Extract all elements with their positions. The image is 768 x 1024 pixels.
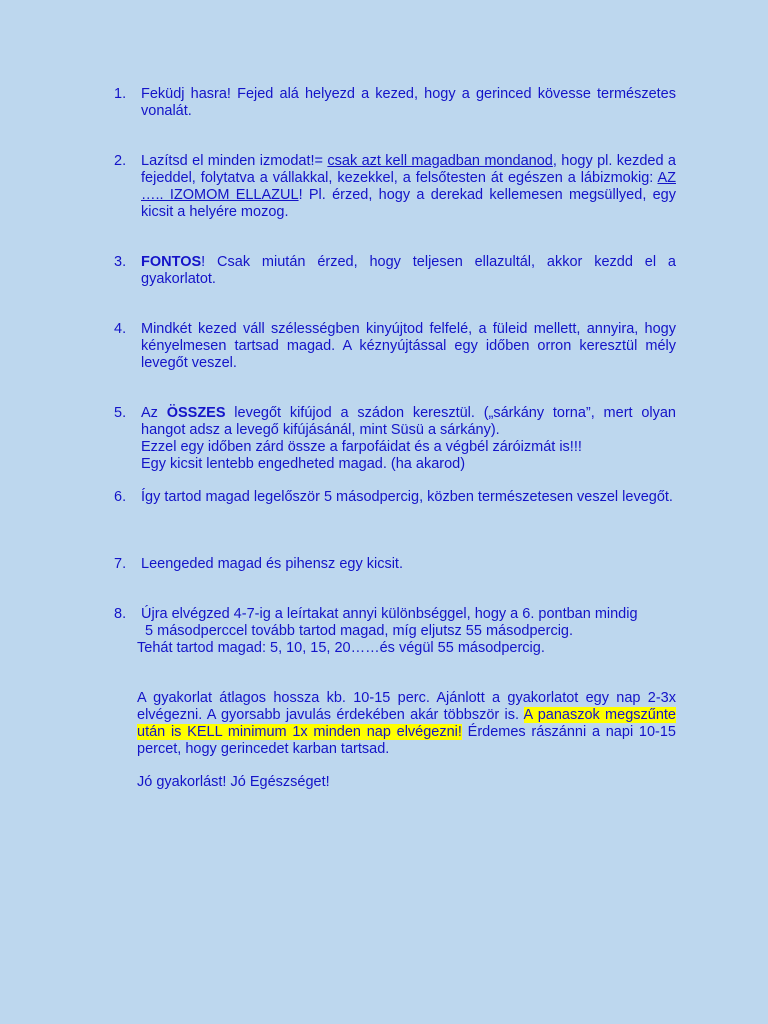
item-text-part: ! Pl. érzed, hogy a derekad kellemesen megsüllyed, egy kicsit a helyére mozog. [141,187,676,220]
item-text [141,254,676,288]
list-item-6 [114,489,676,506]
item-number: 6. [114,489,127,505]
list-item-8 [114,606,676,657]
item-text [141,153,676,221]
list-item-4 [114,321,676,372]
closing-line: Jó gyakorlást! Jó Egészséget! [137,774,330,790]
list-item-5 [114,405,676,473]
item-text-line: Egy kicsit lentebb engedheted magad. (ha akarod) [141,456,466,472]
item-text: Leengeded magad és pihensz egy kicsit. [141,556,403,572]
highlighted-text: A panaszok megszűnte után is KELL minimum 1x minden nap elvégezni! [137,707,676,740]
item-text: Így tartod magad legelőször 5 másodpercig, közben természetesen veszel levegőt. [141,489,673,505]
item-text: Mindkét kezed váll szélességben kinyújtod felfelé, a füleid mellett, annyira, hogy kényelmesen tartsad magad. A kéznyújtással egy időben orron keresztül mély levegőt veszel. [141,321,676,371]
list-item-2 [114,153,676,221]
list-item-3 [114,254,676,288]
summary-text: Érdemes rászánni a napi 10-15 percet, hogy gerincedet karban tartsad. [137,724,676,757]
item-number: 4. [114,321,127,337]
item-text-part: ! Csak miután érzed, hogy teljesen ellazultál, akkor kezdd el a gyakorlatot. [141,254,676,287]
item-number: 2. [114,153,127,169]
item-text-line: 5 másodperccel tovább tartod magad, míg eljutsz 55 másodpercig. [141,623,574,639]
item-text: Feküdj hasra! Fejed alá helyezd a kezed, hogy a gerinced kövesse természetes vonalát. [141,86,676,119]
item-text-line: Tehát tartod magad: 5, 10, 15, 20……és végül 55 másodpercig. [137,640,545,656]
item-number: 5. [114,405,127,421]
underlined-phrase: AZ ….. IZOMOM ELLAZUL [141,170,676,203]
underlined-phrase: csak azt kell magadban mondanod [327,153,553,169]
item-number: 7. [114,556,127,572]
bold-word: FONTOS [141,254,202,270]
summary-paragraph [137,690,676,758]
item-text-part: Lazítsd el minden izmodat!= [141,153,328,169]
item-number: 3. [114,254,127,270]
item-number: 1. [114,86,127,102]
item-text [137,606,676,657]
item-text-line: Ezzel egy időben zárd össze a farpofáidat és a végbél záróizmát is!!! [141,439,582,455]
summary-text: A gyakorlat átlagos hossza kb. 10-15 perc. Ajánlott a gyakorlatot egy nap 2-3x elvégezni. A gyorsabb javulás érdekében akár többször is. [137,690,676,723]
item-text-part: Az [141,405,167,421]
bold-word: ÖSSZES [166,405,226,421]
list-item-7 [114,556,676,573]
item-number: 8. [114,606,127,622]
item-text-line: Újra elvégzed 4-7-ig a leírtakat annyi különbséggel, hogy a 6. pontban mindig [141,606,638,622]
item-text-part: , hogy pl. kezded a fejeddel, folytatva a vállakkal, kezekkel, a felsőtesten át egészen a lábizmokig: [141,153,676,186]
list-item-1 [114,86,676,120]
item-text-part: levegőt kifújod a szádon keresztül. („sárkány torna”, mert olyan hangot adsz a levegő kifújásánál, mint Süsü a sárkány). [141,405,676,438]
item-text [141,405,676,473]
